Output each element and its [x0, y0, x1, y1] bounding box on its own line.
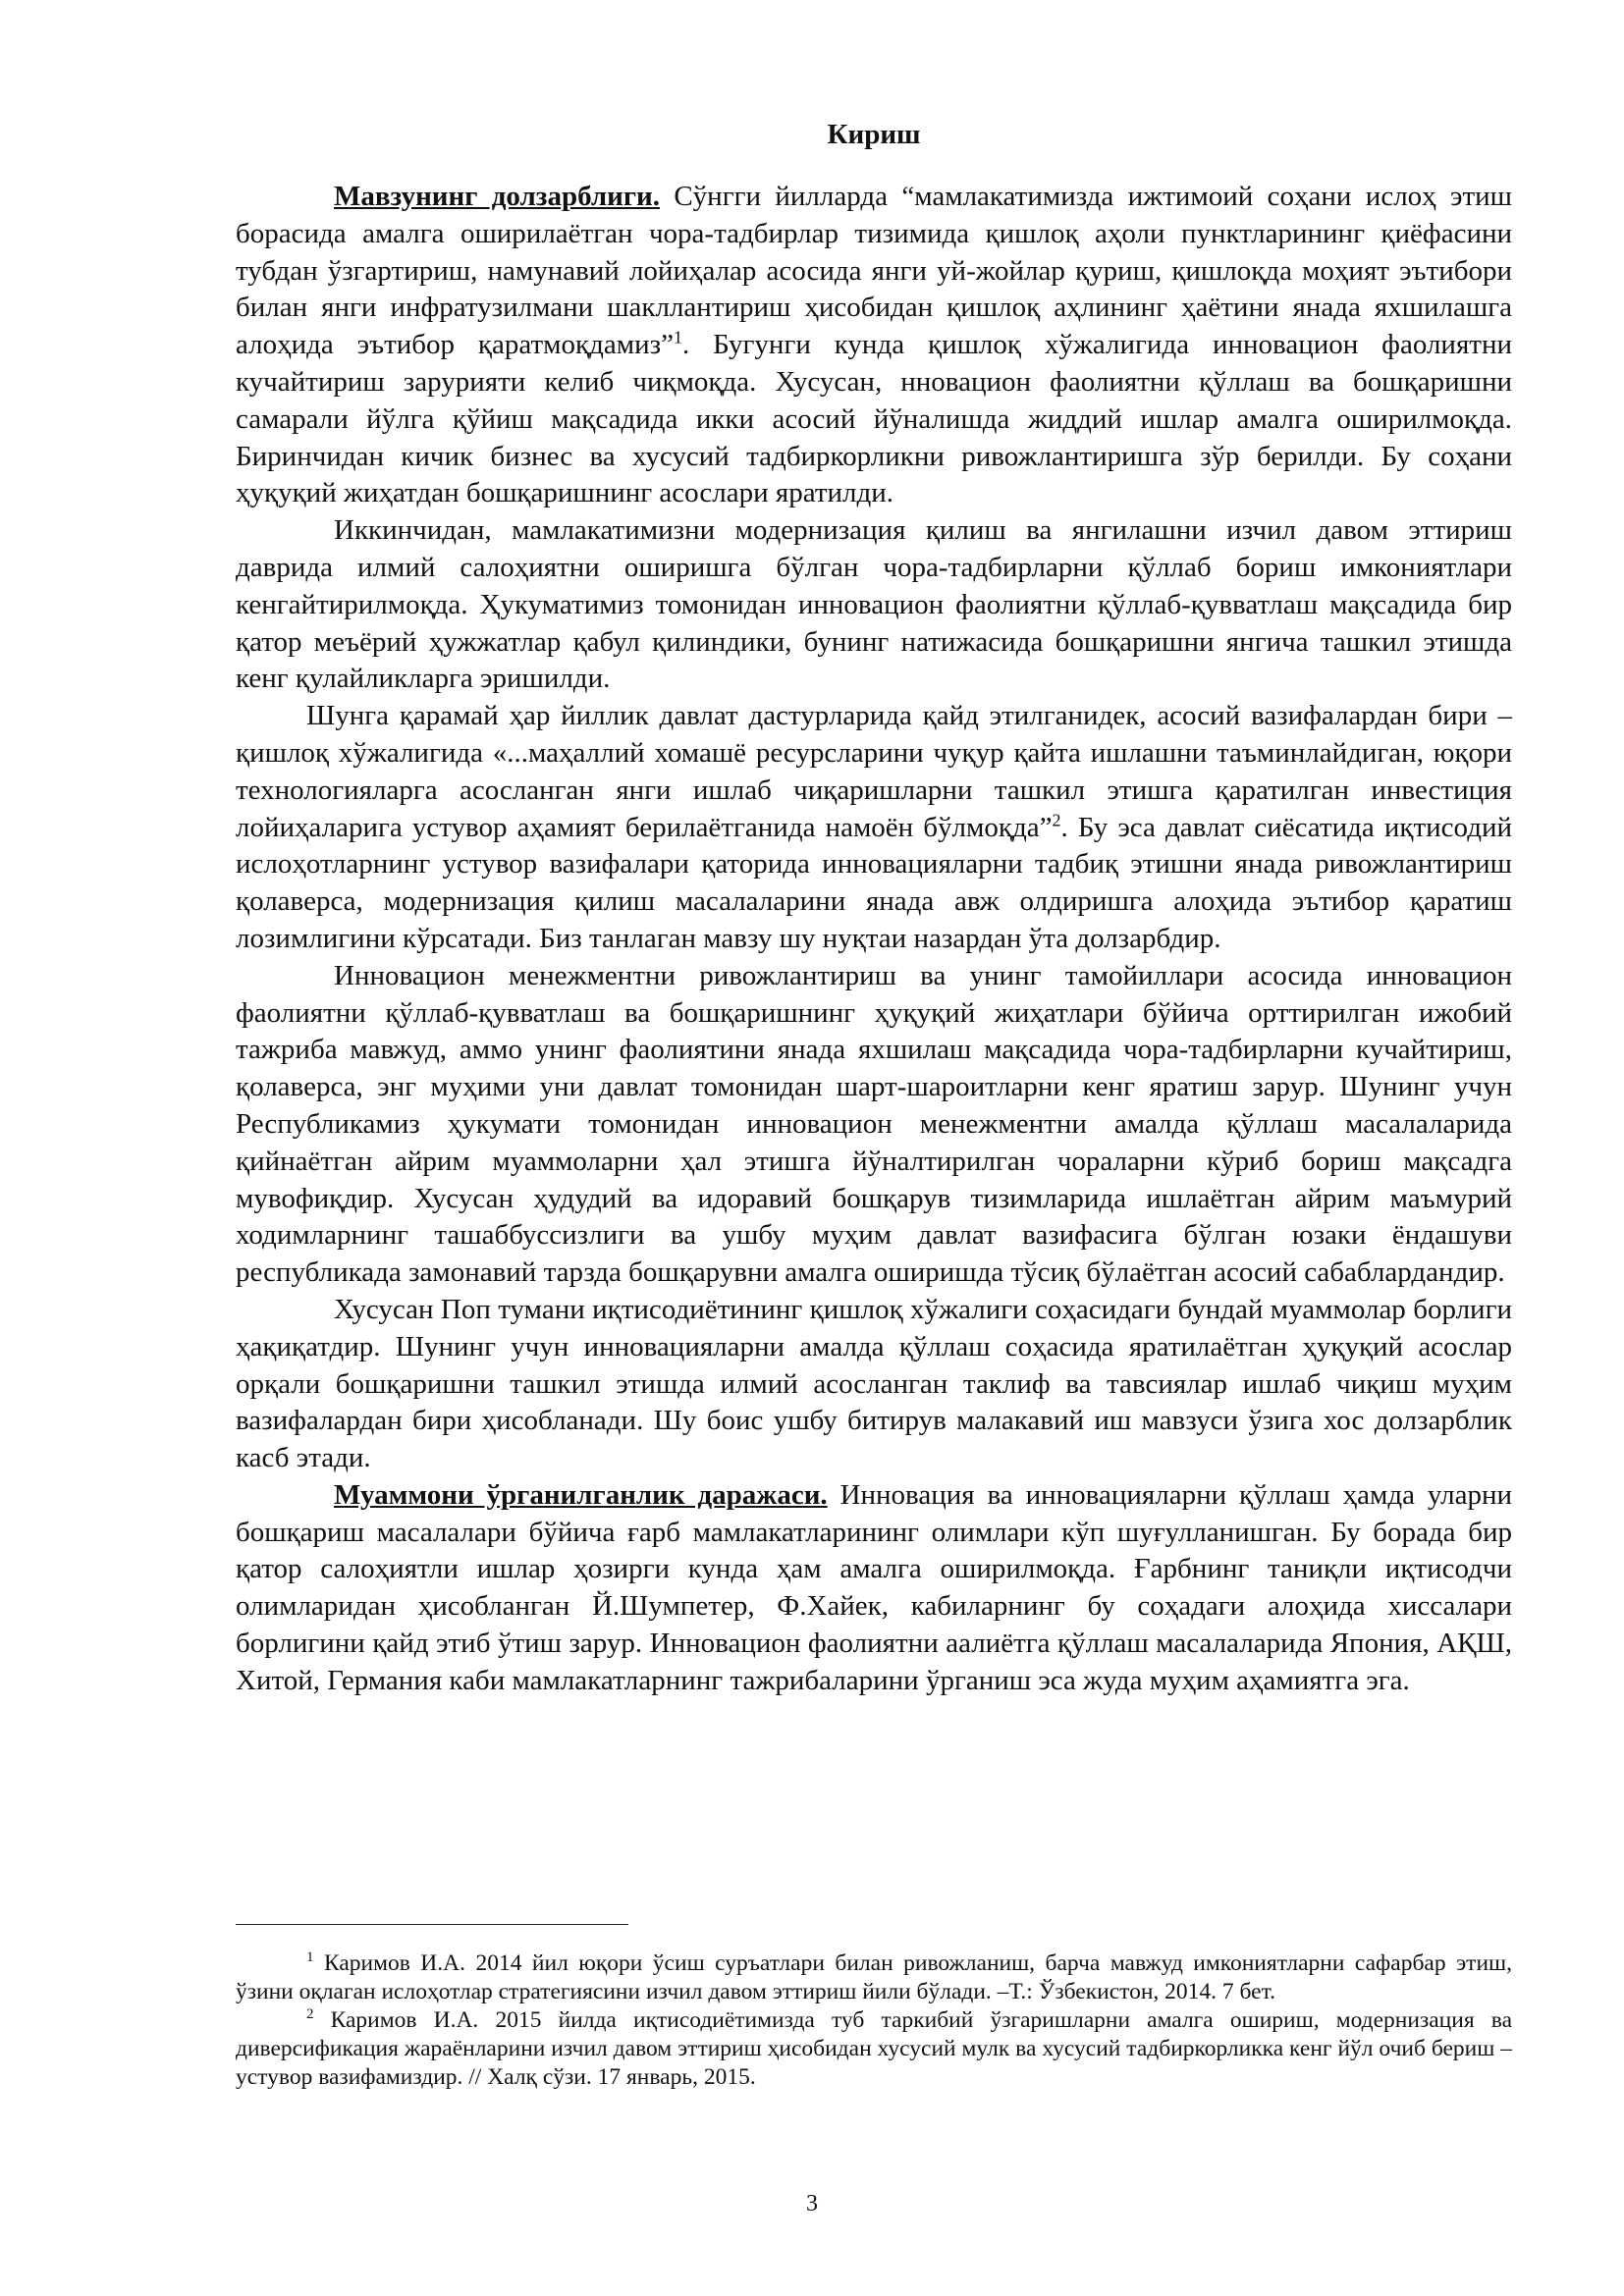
- paragraph-text: . Бу эса давлат сиёсатида иқтисодий ислоҳотларнинг устувор вазифалари қаторида инновацияларни тадбиқ этишни янада ривожлантириш қолаверса, модернизация қилиш масалаларини янада авж олдиришга алоҳида эътибор қаратиш лозимлигини кўрсатади. Биз танлаган мавзу шу нуқтаи назардан ўта долзарбдир.: [236, 811, 1512, 954]
- footnote-mark: 1: [306, 1949, 314, 1966]
- footnote-ref[interactable]: 1: [673, 327, 682, 347]
- paragraph-text: Шунга қарамай ҳар йиллик давлат дастурларида қайд этилганидек, асосий вазифалардан бири – қишлоқ хўжалигида «...маҳаллий хомашё ресурсларини чуқур қайта ишлашни таъминлайдиган, юқори технологияларга асосланган янги ишлаб чиқаришларни ташкил этишга қаратилган инвестиция лойиҳаларига устувор аҳамият берилаётганида намоён бўлмоқда”: [236, 700, 1512, 843]
- paragraph-second: Иккинчидан, мамлакатимизни модернизация қилиш ва янгилашни изчил давом эттириш даврида илмий салоҳиятни оширишга бўлган чора-тадбирларни қўллаб бориш имкониятлари кенгайтирилмоқда. Ҳукуматимиз томонидан инновацион фаолиятни қўллаб-қувватлаш мақсадида бир қатор меъёрий ҳужжатлар қабул қилиндики, бунинг натижасида бошқаришни янгича ташкил этишда кенг қулайликларга эришилди.: [236, 514, 1512, 695]
- paragraph-text: Инновация ва инновацияларни қўллаш ҳамда уларни бошқариш масалалари бўйича ғарб мамлакатларининг олимлари кўп шуғулланишган. Бу борада бир қатор салоҳиятли ишлар ҳозирги кунда ҳам амалга оширилмоқда. Ғарбнинг таниқли иқтисодчи олимларидан ҳисобланган Й.Шумпетер, Ф.Хайек, кабиларнинг бу соҳадаги алоҳида хиссалари борлигини қайд этиб ўтиш зарур. Инновацион фаолиятни аалиётга қўллаш масалаларида Япония, АҚШ, Хитой, Германия каби мамлакатларнинг тажрибаларини ўрганиш эса жуда муҳим аҳамиятга эга.: [236, 1478, 1513, 1696]
- footnote-text: Каримов И.А. 2014 йил юқори ўсиш суръатлари билан ривожланиш, барча мавжуд имкониятларни сафарбар этиш, ўзини оқлаган ислоҳотлар стратегиясини изчил давом эттириш йили бўлади. –Т.: Ўзбекистон, 2014. 7 бет.: [236, 1950, 1512, 2004]
- footnote-item: [236, 1949, 1512, 2006]
- paragraph-fifth: Хусусан Поп тумани иқтисодиётининг қишлоқ хўжалиги соҳасидаги бундай муаммолар борлиги ҳақиқатдир. Шунинг учун инновацияларни амалда қўллаш соҳасида яратилаётган ҳуқуқий асослар орқали бошқаришни ташкил этишда илмий асосланган таклиф ва тавсиялар ишлаб чиқиш муҳим вазифалардан бири ҳисобланади. Шу боис ушбу битирув малакавий иш мавзуси ўзига хос долзарблик касб этади.: [236, 1293, 1512, 1474]
- paragraph-text: Сўнгги йилларда “мамлакатимизда ижтимоий соҳани ислоҳ этиш борасида амалга оширилаётган чора-тадбирлар тизимида қишлоқ аҳоли пунктларининг қиёфасини тубдан ўзгартириш, намунавий лойиҳалар асосида янги уй-жойлар қуриш, қишлоқда моҳият эътибори билан янги инфратузилмани шакллантириш ҳисобидан қишлоқ аҳлининг ҳаётини янада яхшилашга алоҳида эътибор қаратмоқдамиз”: [236, 181, 1512, 361]
- main-content: [236, 116, 1512, 1700]
- footnote-ref[interactable]: 2: [1052, 809, 1061, 829]
- paragraph-text: . Бугунги кунда қишлоқ хўжалигида инновацион фаолиятни кучайтириш зарурияти келиб чиқмоқда. Хусусан, нновацион фаолиятни қўллаш ва бошқаришни самарали йўлга қўйиш мақсадида икки асосий йўналишда жиддий ишлар амалга оширилмоқда. Биринчидан кичик бизнес ва хусусий тадбиркорликни ривожлантиришга зўр берилди. Бу соҳани ҳуқуқий жиҳатдан бошқаришнинг асослари яратилди.: [236, 329, 1512, 509]
- page-number: 3: [806, 2191, 818, 2216]
- paragraph-study-degree: [236, 1477, 1512, 1700]
- footnote-separator: [236, 1924, 628, 1925]
- footnote-mark: 2: [306, 2006, 314, 2023]
- footnotes: [236, 1949, 1512, 2092]
- study-degree-heading: Муаммони ўрганилганлик даражаси.: [334, 1478, 828, 1511]
- relevance-heading: Мавзунинг долзарблиги.: [334, 181, 660, 212]
- footnote-item: [236, 2006, 1512, 2092]
- paragraph-fourth: Инновацион менежментни ривожлантириш ва унинг тамойиллари асосида инновацион фаолиятни қўллаб-қувватлаш ва бошқаришнинг ҳуқуқий жиҳатлари бўйича орттирилган ижобий тажриба мавжуд, аммо унинг фаолиятини янада яхшилаш мақсадида чора-тадбирларни кучайтириш, қолаверса, энг муҳими уни давлат томонидан шарт-шароитларни кенг яратиш зарур. Шунинг учун Республикамиз ҳукумати томонидан инновацион менежментни амалда қўллаш масалаларида қийнаётган айрим муаммоларни ҳал этишга йўналтирилган чораларни кўриб бориш мақсадга мувофиқдир. Хусусан ҳудудий ва идоравий бошқарув тизимларида ишлаётган айрим маъмурий ходимларнинг ташаббуссизлиги ва ушбу муҳим давлат вазифасига бўлган юзаки ёндашуви республикада замонавий тарзда бошқарувни амалга оширишда тўсиқ бўлаётган асосий сабаблардандир.: [236, 959, 1512, 1289]
- page-title: Кириш: [827, 119, 921, 150]
- paragraph-third: [236, 698, 1512, 958]
- footnote-text: Каримов И.А. 2015 йилда иқтисодиётимизда туб таркибий ўзгаришларни амалга ошириш, модернизация ва диверсификация жараёнларини изчил давом эттириш ҳисобидан хусусий мулк ва хусусий тадбиркорликка кенг йўл очиб бериш – устувор вазифамиздир. // Халқ сўзи. 17 январь, 2015.: [236, 2007, 1512, 2090]
- paragraph-relevance: [236, 179, 1512, 512]
